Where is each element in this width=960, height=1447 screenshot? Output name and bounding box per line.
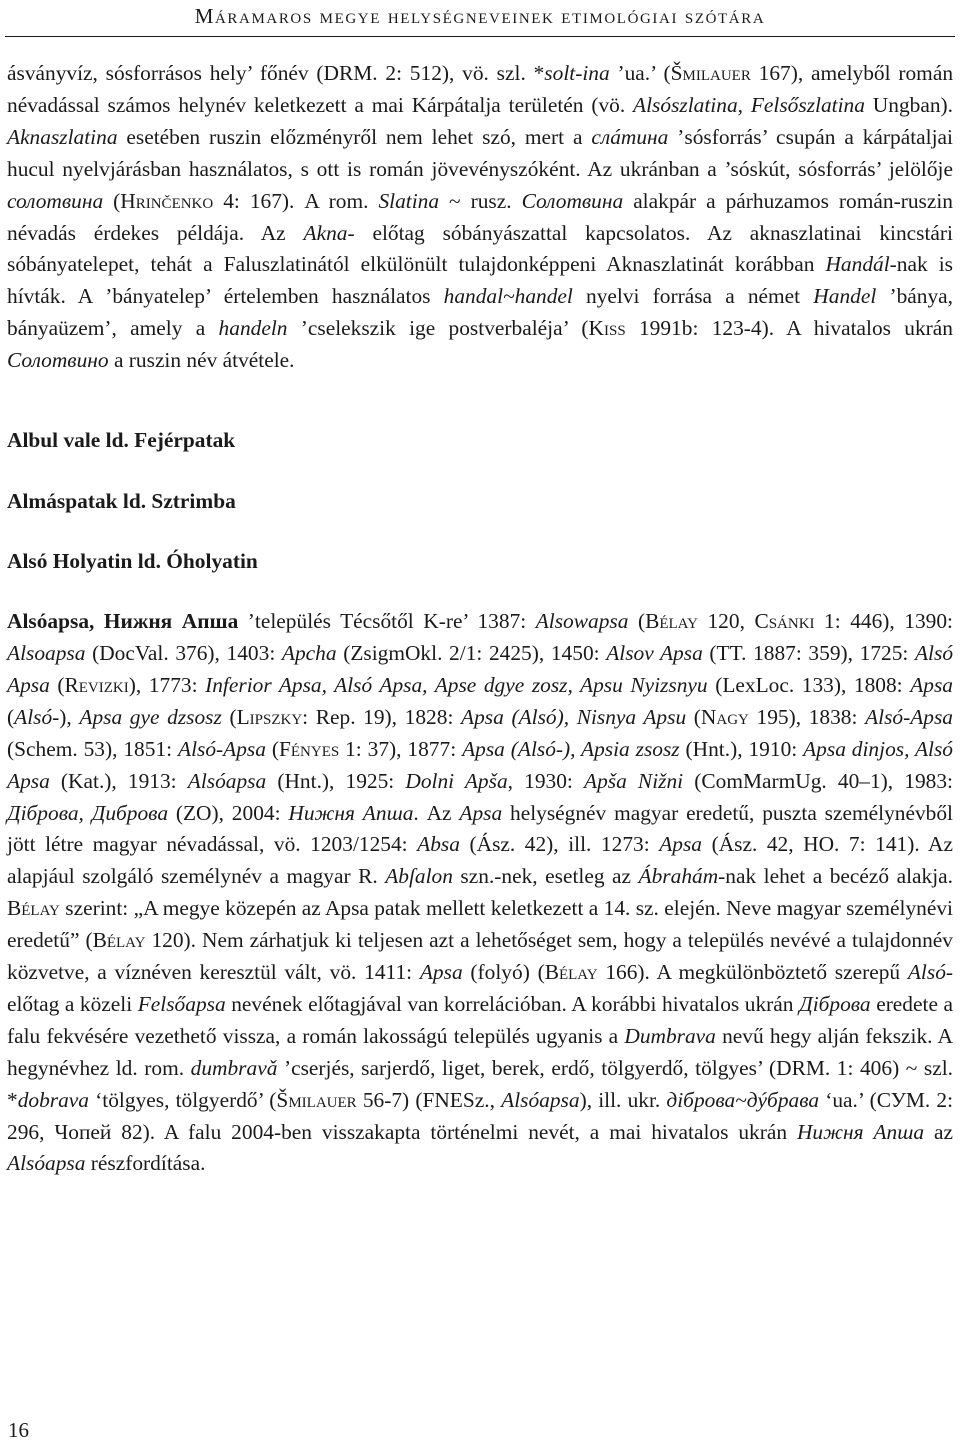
italic-run: Alsoapsa bbox=[7, 640, 86, 665]
italic-run: dumbravǎ bbox=[190, 1055, 278, 1080]
text-run: (ZO), 2004: bbox=[168, 800, 289, 825]
italic-run: Alsóapsa bbox=[187, 768, 267, 793]
text-run: a ruszin név átvétele. bbox=[108, 348, 295, 373]
italic-run: Slatina bbox=[378, 188, 440, 213]
text-run: : Rep. 19), 1828: bbox=[302, 704, 462, 729]
text-run: (TT. 1887: 359), 1725: bbox=[702, 640, 915, 665]
text-run: 1: 446), 1390: bbox=[814, 609, 953, 634]
italic-run: Нижня Апша bbox=[288, 800, 414, 825]
small-caps-author: Csánki bbox=[754, 609, 815, 634]
italic-run: Handel bbox=[813, 284, 877, 309]
italic-run: Alsó-Apsa bbox=[865, 704, 953, 729]
text-run: , 1930: bbox=[507, 768, 585, 793]
entry-almaspatak bbox=[7, 485, 953, 517]
italic-run: Felsőapsa bbox=[137, 991, 226, 1016]
italic-run: Apsa (Alsó-), Apsia zsosz bbox=[462, 736, 680, 761]
entry-alsoapsa bbox=[7, 606, 953, 1180]
italic-run: Absa bbox=[417, 832, 460, 857]
italic-run: Alsó Apsa bbox=[7, 640, 954, 697]
text-run: (LexLoc. 133), 1808: bbox=[707, 672, 911, 697]
text-run: előtag a közeli bbox=[7, 991, 138, 1016]
italic-run: Handál bbox=[825, 252, 890, 277]
text-run: -nak lehet a becéző alakja. bbox=[718, 864, 953, 889]
italic-run: Abſalon bbox=[385, 864, 453, 889]
text-run: nevű hegy alján fekszik. A hegynévhez ld. rom. bbox=[7, 1023, 954, 1080]
italic-run: Akna- bbox=[303, 220, 355, 245]
text-run: 1: 37), 1877: bbox=[339, 736, 463, 761]
text-run: 120, bbox=[697, 609, 755, 634]
italic-run: handeln bbox=[218, 316, 288, 341]
entry-albul-vale bbox=[7, 424, 953, 456]
small-caps-author: Bélay bbox=[645, 609, 698, 634]
text-run: (Schem. 53), 1851: bbox=[7, 736, 178, 761]
text-run: ásványvíz, sósforrásos hely’ főnév (DRM. 2: 512), vö. szl. * bbox=[7, 61, 545, 85]
italic-run: Alsó-Apsa bbox=[178, 736, 266, 761]
text-run: alakpár a párhuzamos román-ruszin névadás érdekes példája. Az bbox=[7, 188, 953, 245]
text-run: ), ill. ukr. bbox=[579, 1087, 667, 1112]
italic-run: Alsowapsa bbox=[535, 609, 629, 634]
text-run: ’cselekszik ige postverbaléja’ ( bbox=[287, 316, 589, 341]
text-run: eredete a falu fekvésére vezethető vissza, a román lakosságú település ugyanis a bbox=[7, 991, 953, 1048]
small-caps-author: Šmilauer bbox=[670, 61, 751, 85]
italic-run: Apsa (Alsó), Nisnya Apsu bbox=[461, 704, 687, 729]
text-run: (Hnt.), 1910: bbox=[679, 736, 804, 761]
italic-run: Alsov Apsa bbox=[606, 640, 703, 665]
text-run: 166). A megkülönböztető szerepű bbox=[597, 960, 908, 985]
text-run: (ComMarmUg. 40–1), 1983: bbox=[683, 768, 953, 793]
small-caps-author: Nagy bbox=[700, 704, 749, 729]
text-run: (Hnt.), 1925: bbox=[266, 768, 406, 793]
italic-run: діброва~дýбрава bbox=[666, 1087, 820, 1112]
text-run: ’cserjés, sarjerdő, liget, berek, erdő, tölgyerdő, tölgyes’ (DRM. 1: 406) ~ szl. * bbox=[7, 1055, 954, 1112]
text-run: ‘tölgyes, tölgyerdő’ ( bbox=[89, 1087, 277, 1112]
bold-headword: Alsó Holyatin ld. Óholyatin bbox=[7, 549, 258, 574]
text-run: esetében ruszin előzményről nem lehet szó, mert a bbox=[117, 124, 592, 149]
page-number: 16 bbox=[8, 1418, 29, 1442]
italic-run: Apcha bbox=[281, 640, 337, 665]
header-divider bbox=[5, 36, 955, 37]
italic-run: Apša Nižni bbox=[584, 768, 684, 793]
italic-run: Солотвина bbox=[521, 188, 624, 213]
text-run: ( bbox=[265, 736, 279, 761]
text-run: az bbox=[924, 1119, 953, 1144]
italic-run: Діброва, Диброва bbox=[7, 800, 169, 825]
italic-run: слáтина bbox=[591, 124, 669, 149]
italic-run: Apsa bbox=[659, 832, 703, 857]
text-run: 4: 167). A rom. bbox=[213, 188, 379, 213]
text-run: előtag sóbányászattal kapcsolatos. Az aknaszlatinai kincstári sóbányatelepet, tehát a Faluszlatinától elkülönült tulajdonképpeni Aknaszlatinát korábban bbox=[7, 220, 953, 277]
italic-run: Dolni Apša bbox=[405, 768, 508, 793]
bold-headword: Almáspatak ld. Sztrimba bbox=[7, 489, 236, 514]
text-run: nyelvi forrása a német bbox=[572, 284, 814, 309]
small-caps-author: Fényes bbox=[278, 736, 340, 761]
text-run: ), 1773: bbox=[128, 672, 206, 697]
text-run: ‘ua.’ (СУМ. 2: 296, Чопей 82). A falu 2004-ben visszakapta történelmi nevét, a mai hivatalos ukrán bbox=[7, 1087, 954, 1144]
italic-run: Apsa bbox=[419, 960, 463, 985]
text-run: 1991b: 123-4). A hivatalos ukrán bbox=[625, 316, 953, 341]
text-run: részfordítása. bbox=[85, 1151, 206, 1176]
italic-run: Inferior Apsa, Alsó Apsa, Apse dgye zosz, Apsu Nyizsnyu bbox=[205, 672, 708, 697]
text-run: 120). Nem zárhatjuk ki teljesen azt a lehetőséget sem, hogy a település nevévé a tulajdonnév közvetve, a víznéven keresztül vált, vö. 1411: bbox=[7, 928, 953, 985]
entry-also-holyatin bbox=[7, 545, 953, 577]
bold-headword: Albul vale ld. Fejérpatak bbox=[7, 428, 236, 453]
text-run: ( bbox=[628, 609, 646, 634]
italic-run: Apsa bbox=[459, 800, 503, 825]
text-run: ~ rusz. bbox=[439, 188, 522, 213]
italic-run: Alsószlatina, Felsőszlatina bbox=[633, 92, 865, 117]
italic-run: Ábrahám bbox=[638, 864, 719, 889]
italic-run: Alsóapsa bbox=[501, 1087, 580, 1112]
text-run: ’bánya, bányaüzem’, amely a bbox=[7, 284, 953, 341]
italic-run: handal~handel bbox=[443, 284, 573, 309]
text-run: szerint: „A megye közepén az Apsa patak mellett keletkezett a 14. sz. elején. Neve magyar személynévi eredetű” ( bbox=[7, 896, 953, 953]
text-run: 195), 1838: bbox=[748, 704, 866, 729]
italic-run: солотвина bbox=[7, 188, 104, 213]
small-caps-author: Šmilauer bbox=[276, 1087, 357, 1112]
small-caps-author: Kiss bbox=[588, 316, 626, 341]
italic-run: Alsó- bbox=[14, 704, 60, 729]
small-caps-author: Bélay bbox=[544, 960, 598, 985]
small-caps-author: Revizki bbox=[64, 672, 129, 697]
italic-run: dobrava bbox=[17, 1087, 89, 1112]
text-run: Ungban). bbox=[864, 92, 953, 117]
italic-run: Alsó- bbox=[907, 960, 954, 985]
text-run: ( bbox=[686, 704, 701, 729]
italic-run: Dumbrava bbox=[624, 1023, 716, 1048]
text-run: . Az bbox=[413, 800, 460, 825]
text-run: (Ász. 42), ill. 1273: bbox=[459, 832, 660, 857]
text-run: ( bbox=[7, 704, 15, 729]
text-run: szn.-nek, esetleg az bbox=[452, 864, 639, 889]
text-run: (Kat.), 1913: bbox=[49, 768, 188, 793]
text-run: ’település Técsőtől K-re’ 1387: bbox=[238, 609, 536, 634]
text-run: (Ász. 42, HO. 7: 141). Az alapjául szolgáló személynév a magyar R. bbox=[7, 832, 953, 889]
italic-run: Alsóapsa bbox=[7, 1151, 86, 1176]
italic-run: Apsa gye dzsosz bbox=[79, 704, 222, 729]
text-run: ( bbox=[49, 672, 65, 697]
small-caps-author: Bélay bbox=[92, 928, 146, 953]
italic-run: Apsa bbox=[910, 672, 953, 697]
running-head bbox=[0, 0, 960, 40]
text-run: ), bbox=[59, 704, 80, 729]
small-caps-author: Hrinčenko bbox=[120, 188, 214, 213]
italic-run: solt-ina bbox=[544, 61, 610, 85]
text-run: (ZsigmOkl. 2/1: 2425), 1450: bbox=[336, 640, 607, 665]
text-run: (DocVal. 376), 1403: bbox=[85, 640, 282, 665]
italic-run: Солотвино bbox=[7, 348, 109, 373]
italic-run: Нижня Апша bbox=[796, 1119, 925, 1144]
dictionary-content bbox=[7, 58, 953, 1180]
text-run: ’ua.’ ( bbox=[609, 61, 671, 85]
italic-run: Apsa dinjos, Alsó Apsa bbox=[7, 736, 953, 793]
text-run: helységnév magyar eredetű, puszta személynévből jött létre magyar névadással, vö. 1203/1254: bbox=[7, 800, 953, 857]
bold-headword: Alsóapsa, Нижня Апша bbox=[7, 609, 239, 634]
italic-run: Діброва bbox=[799, 991, 871, 1016]
text-run: ( bbox=[221, 704, 237, 729]
running-head-title: Máramaros megye helységneveinek etimológiai szótára bbox=[194, 4, 766, 28]
italic-run: Aknaszlatina bbox=[7, 124, 118, 149]
small-caps-author: Lipszky bbox=[236, 704, 303, 729]
text-run: 167), amelyből román névadással számos helynév keletkezett a mai Kárpátalja területén (vö. bbox=[7, 61, 954, 117]
text-run: -nak is hívták. A ’bányatelep’ értelemben használatos bbox=[7, 252, 954, 309]
text-run: ( bbox=[103, 188, 121, 213]
text-run: (folyó) ( bbox=[462, 960, 545, 985]
text-run: 56-7) (FNESz., bbox=[356, 1087, 502, 1112]
small-caps-author: Bélay bbox=[7, 896, 60, 921]
text-run: nevének előtagjával van korrelációban. A korábbi hivatalos ukrán bbox=[225, 991, 800, 1016]
entry-text-continuation bbox=[7, 58, 953, 377]
text-run: ’sósforrás’ csupán a kárpátaljai hucul nyelvjárásban használatos, s ott is román jövevényszóként. Az ukránban a ’sóskút, sósforrás’ jelölője bbox=[7, 124, 953, 181]
